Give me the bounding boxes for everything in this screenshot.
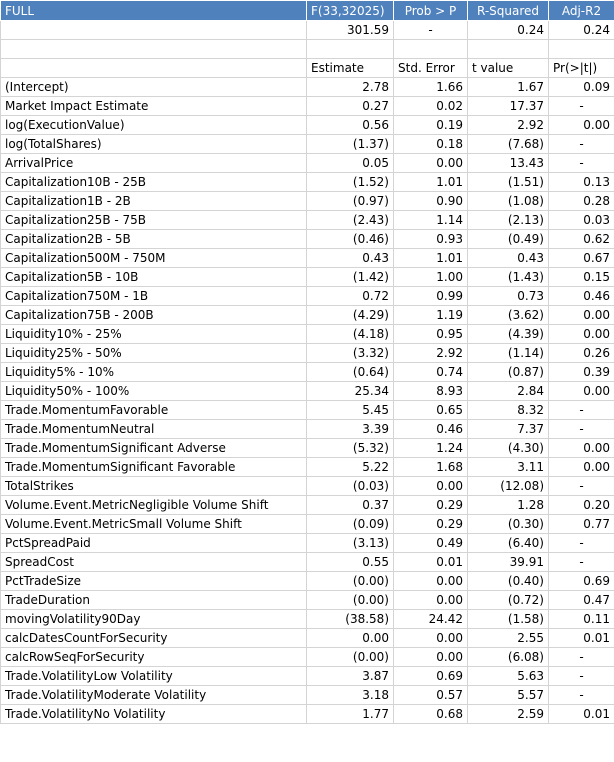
- table-row: [1, 458, 614, 477]
- std-error-cell: 1.01: [394, 249, 468, 268]
- term-cell: Capitalization75B - 200B: [1, 306, 307, 325]
- table-row: [1, 629, 614, 648]
- adj-r2-header: Adj-R2: [549, 1, 614, 21]
- estimate-cell: (1.52): [307, 173, 394, 192]
- table-row: [1, 382, 614, 401]
- term-cell: calcDatesCountForSecurity: [1, 629, 307, 648]
- t-value-cell: (0.30): [468, 515, 549, 534]
- table-row: [1, 268, 614, 287]
- t-value-cell: 2.84: [468, 382, 549, 401]
- t-value-cell: 2.59: [468, 705, 549, 724]
- estimate-cell: (1.42): [307, 268, 394, 287]
- std-error-cell: 1.68: [394, 458, 468, 477]
- term-cell: Market Impact Estimate: [1, 97, 307, 116]
- estimate-cell: (0.97): [307, 192, 394, 211]
- estimate-cell: 3.39: [307, 420, 394, 439]
- spacer-cell: [394, 40, 468, 59]
- term-cell: Capitalization500M - 750M: [1, 249, 307, 268]
- t-value-header: t value: [468, 59, 549, 78]
- t-value-cell: 2.55: [468, 629, 549, 648]
- prob-header: Prob > P: [394, 1, 468, 21]
- std-error-cell: 1.00: [394, 268, 468, 287]
- p-value-cell: -: [549, 401, 614, 420]
- p-value-cell: 0.20: [549, 496, 614, 515]
- r-squared-header: R-Squared: [468, 1, 549, 21]
- r-squared-value: 0.24: [468, 21, 549, 40]
- std-error-cell: 0.00: [394, 572, 468, 591]
- std-error-cell: 0.29: [394, 496, 468, 515]
- term-cell: TradeDuration: [1, 591, 307, 610]
- term-cell: Trade.MomentumSignificant Adverse: [1, 439, 307, 458]
- p-value-cell: 0.11: [549, 610, 614, 629]
- p-value-cell: -: [549, 534, 614, 553]
- std-error-cell: 0.74: [394, 363, 468, 382]
- t-value-cell: 0.73: [468, 287, 549, 306]
- estimate-cell: (38.58): [307, 610, 394, 629]
- p-value-cell: 0.69: [549, 572, 614, 591]
- std-error-cell: 0.00: [394, 648, 468, 667]
- table-row: [1, 135, 614, 154]
- term-cell: Trade.MomentumNeutral: [1, 420, 307, 439]
- table-row: [1, 192, 614, 211]
- table-row: [1, 534, 614, 553]
- t-value-cell: (0.49): [468, 230, 549, 249]
- estimate-cell: 0.37: [307, 496, 394, 515]
- term-cell: movingVolatility90Day: [1, 610, 307, 629]
- t-value-cell: 2.92: [468, 116, 549, 135]
- estimate-cell: (5.32): [307, 439, 394, 458]
- std-error-cell: 1.66: [394, 78, 468, 97]
- p-value-cell: 0.00: [549, 306, 614, 325]
- table-row: [1, 648, 614, 667]
- t-value-cell: 13.43: [468, 154, 549, 173]
- term-cell: Volume.Event.MetricNegligible Volume Shift: [1, 496, 307, 515]
- table-row: [1, 553, 614, 572]
- estimate-cell: 2.78: [307, 78, 394, 97]
- p-value-cell: -: [549, 686, 614, 705]
- estimate-cell: 0.05: [307, 154, 394, 173]
- std-error-cell: 0.02: [394, 97, 468, 116]
- term-cell: Capitalization750M - 1B: [1, 287, 307, 306]
- p-value-header: Pr(>|t|): [549, 59, 614, 78]
- p-value-cell: 0.62: [549, 230, 614, 249]
- term-cell: log(TotalShares): [1, 135, 307, 154]
- p-value-cell: -: [549, 477, 614, 496]
- t-value-cell: 0.43: [468, 249, 549, 268]
- estimate-cell: (0.03): [307, 477, 394, 496]
- term-cell: Volume.Event.MetricSmall Volume Shift: [1, 515, 307, 534]
- p-value-cell: 0.77: [549, 515, 614, 534]
- t-value-cell: (1.51): [468, 173, 549, 192]
- term-cell: Liquidity50% - 100%: [1, 382, 307, 401]
- t-value-cell: (7.68): [468, 135, 549, 154]
- std-error-cell: 0.93: [394, 230, 468, 249]
- p-value-cell: 0.00: [549, 325, 614, 344]
- spacer-cell: [307, 40, 394, 59]
- std-error-cell: 24.42: [394, 610, 468, 629]
- term-cell: Capitalization1B - 2B: [1, 192, 307, 211]
- t-value-cell: 5.57: [468, 686, 549, 705]
- estimate-cell: 0.27: [307, 97, 394, 116]
- t-value-cell: (1.58): [468, 610, 549, 629]
- term-cell: Capitalization10B - 25B: [1, 173, 307, 192]
- summary-blank-cell: [1, 21, 307, 40]
- term-cell: PctSpreadPaid: [1, 534, 307, 553]
- table-row: [1, 705, 614, 724]
- f-stat-value: 301.59: [307, 21, 394, 40]
- estimate-cell: 0.43: [307, 249, 394, 268]
- t-value-cell: (4.39): [468, 325, 549, 344]
- t-value-cell: 3.11: [468, 458, 549, 477]
- estimate-cell: 0.55: [307, 553, 394, 572]
- std-error-cell: 0.90: [394, 192, 468, 211]
- std-error-cell: 0.46: [394, 420, 468, 439]
- table-row: [1, 401, 614, 420]
- estimate-cell: (4.29): [307, 306, 394, 325]
- estimate-cell: (3.13): [307, 534, 394, 553]
- estimate-cell: 1.77: [307, 705, 394, 724]
- table-row: [1, 211, 614, 230]
- t-value-cell: (2.13): [468, 211, 549, 230]
- p-value-cell: 0.00: [549, 439, 614, 458]
- table-row: [1, 667, 614, 686]
- p-value-cell: 0.09: [549, 78, 614, 97]
- p-value-cell: 0.46: [549, 287, 614, 306]
- t-value-cell: (0.40): [468, 572, 549, 591]
- std-error-cell: 0.99: [394, 287, 468, 306]
- spacer-cell: [468, 40, 549, 59]
- p-value-cell: -: [549, 135, 614, 154]
- p-value-cell: 0.28: [549, 192, 614, 211]
- table-row: [1, 306, 614, 325]
- t-value-cell: 5.63: [468, 667, 549, 686]
- estimate-header: Estimate: [307, 59, 394, 78]
- term-cell: SpreadCost: [1, 553, 307, 572]
- estimate-cell: (0.46): [307, 230, 394, 249]
- term-cell: log(ExecutionValue): [1, 116, 307, 135]
- std-error-cell: 1.24: [394, 439, 468, 458]
- term-cell: Trade.VolatilityModerate Volatility: [1, 686, 307, 705]
- p-value-cell: -: [549, 667, 614, 686]
- std-error-cell: 1.19: [394, 306, 468, 325]
- spacer-row: [1, 40, 614, 59]
- t-value-cell: (12.08): [468, 477, 549, 496]
- table-row: [1, 439, 614, 458]
- table-row: [1, 249, 614, 268]
- estimate-cell: 5.45: [307, 401, 394, 420]
- estimate-cell: (4.18): [307, 325, 394, 344]
- p-value-cell: 0.01: [549, 629, 614, 648]
- model-title: FULL: [1, 1, 307, 21]
- estimate-cell: 25.34: [307, 382, 394, 401]
- p-value-cell: 0.00: [549, 458, 614, 477]
- p-value-cell: -: [549, 154, 614, 173]
- table-row: [1, 686, 614, 705]
- std-error-cell: 0.18: [394, 135, 468, 154]
- term-cell: ArrivalPrice: [1, 154, 307, 173]
- estimate-cell: (0.00): [307, 591, 394, 610]
- p-value-cell: 0.47: [549, 591, 614, 610]
- t-value-cell: 39.91: [468, 553, 549, 572]
- term-cell: Trade.MomentumSignificant Favorable: [1, 458, 307, 477]
- std-error-cell: 0.19: [394, 116, 468, 135]
- term-cell: Liquidity5% - 10%: [1, 363, 307, 382]
- f-stat-header: F(33,32025): [307, 1, 394, 21]
- table-row: [1, 173, 614, 192]
- term-cell: PctTradeSize: [1, 572, 307, 591]
- t-value-cell: 17.37: [468, 97, 549, 116]
- term-cell: Trade.MomentumFavorable: [1, 401, 307, 420]
- p-value-cell: 0.26: [549, 344, 614, 363]
- p-value-cell: 0.39: [549, 363, 614, 382]
- table-row: [1, 477, 614, 496]
- table-row: [1, 230, 614, 249]
- term-cell: Liquidity10% - 25%: [1, 325, 307, 344]
- p-value-cell: 0.13: [549, 173, 614, 192]
- table-row: [1, 154, 614, 173]
- table-row: [1, 363, 614, 382]
- std-error-cell: 0.68: [394, 705, 468, 724]
- p-value-cell: 0.67: [549, 249, 614, 268]
- std-error-cell: 8.93: [394, 382, 468, 401]
- t-value-cell: (1.08): [468, 192, 549, 211]
- std-error-cell: 0.00: [394, 154, 468, 173]
- table-row: [1, 515, 614, 534]
- t-value-cell: 8.32: [468, 401, 549, 420]
- estimate-cell: 5.22: [307, 458, 394, 477]
- estimate-cell: 3.87: [307, 667, 394, 686]
- table-row: [1, 287, 614, 306]
- table-row: [1, 420, 614, 439]
- spacer-cell: [549, 40, 614, 59]
- t-value-cell: 1.67: [468, 78, 549, 97]
- estimate-cell: (0.09): [307, 515, 394, 534]
- adj-r2-value: 0.24: [549, 21, 614, 40]
- term-cell: Trade.VolatilityNo Volatility: [1, 705, 307, 724]
- std-error-cell: 1.14: [394, 211, 468, 230]
- t-value-cell: (3.62): [468, 306, 549, 325]
- table-row: [1, 97, 614, 116]
- spacer-cell: [1, 40, 307, 59]
- estimate-cell: (2.43): [307, 211, 394, 230]
- header-row: [1, 1, 614, 21]
- term-cell: (Intercept): [1, 78, 307, 97]
- summary-row: [1, 21, 614, 40]
- table-row: [1, 78, 614, 97]
- std-error-cell: 0.00: [394, 629, 468, 648]
- column-header-row: [1, 59, 614, 78]
- std-error-cell: 0.65: [394, 401, 468, 420]
- p-value-cell: -: [549, 553, 614, 572]
- t-value-cell: 1.28: [468, 496, 549, 515]
- estimate-cell: (0.64): [307, 363, 394, 382]
- p-value-cell: 0.03: [549, 211, 614, 230]
- t-value-cell: 7.37: [468, 420, 549, 439]
- term-cell: TotalStrikes: [1, 477, 307, 496]
- p-value-cell: 0.00: [549, 382, 614, 401]
- std-error-cell: 0.95: [394, 325, 468, 344]
- p-value-cell: 0.15: [549, 268, 614, 287]
- table-row: [1, 344, 614, 363]
- std-error-cell: 0.49: [394, 534, 468, 553]
- std-error-cell: 2.92: [394, 344, 468, 363]
- estimate-cell: 0.56: [307, 116, 394, 135]
- table-row: [1, 496, 614, 515]
- p-value-cell: 0.01: [549, 705, 614, 724]
- p-value-cell: -: [549, 97, 614, 116]
- p-value-cell: 0.00: [549, 116, 614, 135]
- estimate-cell: 0.00: [307, 629, 394, 648]
- term-cell: Trade.VolatilityLow Volatility: [1, 667, 307, 686]
- term-cell: Capitalization5B - 10B: [1, 268, 307, 287]
- prob-value: -: [394, 21, 468, 40]
- estimate-cell: (1.37): [307, 135, 394, 154]
- term-cell: Liquidity25% - 50%: [1, 344, 307, 363]
- term-cell: Capitalization2B - 5B: [1, 230, 307, 249]
- table-row: [1, 325, 614, 344]
- table-row: [1, 572, 614, 591]
- std-error-cell: 0.01: [394, 553, 468, 572]
- t-value-cell: (4.30): [468, 439, 549, 458]
- std-error-cell: 0.00: [394, 591, 468, 610]
- t-value-cell: (1.14): [468, 344, 549, 363]
- term-header-blank: [1, 59, 307, 78]
- std-error-cell: 0.69: [394, 667, 468, 686]
- std-error-cell: 0.00: [394, 477, 468, 496]
- table-row: [1, 610, 614, 629]
- std-error-cell: 0.29: [394, 515, 468, 534]
- std-error-cell: 0.57: [394, 686, 468, 705]
- table-row: [1, 116, 614, 135]
- estimate-cell: 3.18: [307, 686, 394, 705]
- t-value-cell: (1.43): [468, 268, 549, 287]
- term-cell: Capitalization25B - 75B: [1, 211, 307, 230]
- t-value-cell: (6.08): [468, 648, 549, 667]
- table-row: [1, 591, 614, 610]
- t-value-cell: (6.40): [468, 534, 549, 553]
- p-value-cell: -: [549, 648, 614, 667]
- std-error-header: Std. Error: [394, 59, 468, 78]
- term-cell: calcRowSeqForSecurity: [1, 648, 307, 667]
- estimate-cell: (3.32): [307, 344, 394, 363]
- estimate-cell: (0.00): [307, 572, 394, 591]
- std-error-cell: 1.01: [394, 173, 468, 192]
- t-value-cell: (0.72): [468, 591, 549, 610]
- estimate-cell: (0.00): [307, 648, 394, 667]
- t-value-cell: (0.87): [468, 363, 549, 382]
- estimate-cell: 0.72: [307, 287, 394, 306]
- p-value-cell: -: [549, 420, 614, 439]
